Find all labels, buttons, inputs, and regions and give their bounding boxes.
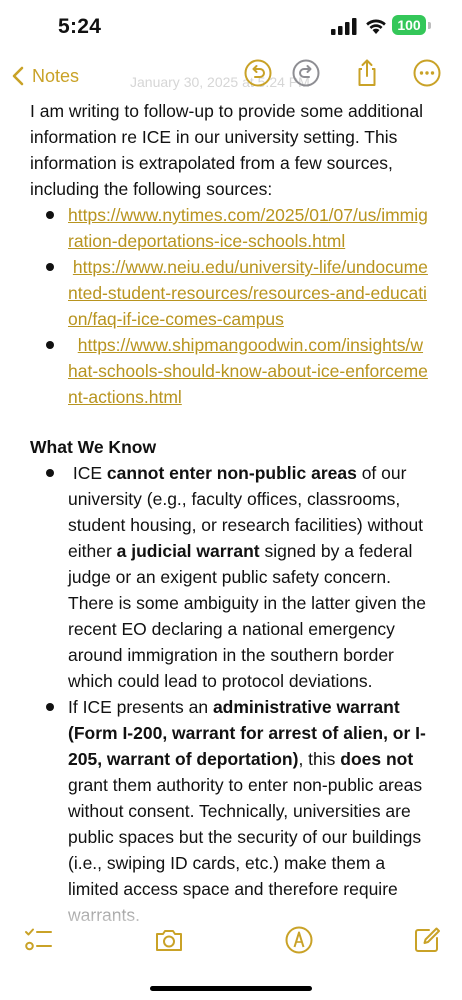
camera-button[interactable]: [154, 925, 184, 955]
list-item: [30, 332, 432, 410]
share-button[interactable]: [352, 58, 382, 88]
note-body[interactable]: [30, 98, 432, 928]
compose-icon: [412, 925, 442, 955]
markup-pen-icon: [284, 925, 314, 955]
camera-icon: [154, 925, 184, 955]
undo-icon: [243, 58, 273, 88]
list-item: [30, 694, 432, 928]
bold-text-run: does not: [340, 749, 414, 769]
more-icon: [412, 58, 442, 88]
key-points-list: [30, 460, 432, 928]
redo-icon: [291, 58, 321, 88]
source-link-shipmangoodwin[interactable]: https://www.shipmangoodwin.com/insights/what-schools-should-know-about-ice-enforcement-actions.html: [68, 335, 428, 407]
battery-indicator: 100: [392, 15, 426, 35]
back-button[interactable]: [10, 60, 79, 92]
checklist-icon: [24, 925, 54, 955]
battery-cap: [428, 22, 431, 29]
redo-button[interactable]: [291, 58, 321, 88]
wifi-icon: [364, 17, 388, 35]
text-run: grant them authority to enter non-public areas without consent. Technically, universities are public spaces but the security of our buildings (i.e., swiping ID cards, etc.) make them a limited access space and therefore require: [68, 775, 423, 899]
back-label: Notes: [32, 65, 80, 86]
blank-line: [30, 410, 432, 434]
status-bar: [0, 0, 462, 56]
text-run: , this: [298, 749, 341, 769]
compose-button[interactable]: [412, 925, 442, 955]
list-item: [30, 202, 432, 254]
chevron-left-icon: [10, 65, 26, 87]
more-button[interactable]: [412, 58, 442, 88]
list-item: [30, 460, 432, 694]
note-intro: I am writing to follow-up to provide some additional information re ICE in our university setting. This information is extrapolated from a few sources, including the following sources:: [30, 101, 423, 199]
cellular-signal-icon: [331, 18, 357, 35]
checklist-button[interactable]: [24, 925, 54, 955]
text-run: ICE: [72, 463, 107, 483]
source-link-nytimes[interactable]: https://www.nytimes.com/2025/01/07/us/immigration-deportations-ice-schools.html: [68, 205, 428, 251]
home-indicator: [150, 986, 312, 991]
text-run: If ICE presents an: [68, 697, 213, 717]
text-run: signed by a federal judge or an exigent public safety concern. There is some ambiguity in the latter given the recent EO declaring a national emergency around immigration in the southern border which could lead to protocol deviations.: [68, 541, 426, 691]
source-link-list: [30, 202, 432, 410]
markup-button[interactable]: [284, 925, 314, 955]
bold-text-run: cannot enter non-public areas: [106, 463, 357, 483]
bold-text-run: a judicial warrant: [116, 541, 260, 561]
text-run: of our university (e.g., faculty offices, classrooms, student housing, or research facilities) without either: [68, 463, 424, 561]
status-time: 5:24: [58, 15, 102, 38]
faded-note-date: January 30, 2025 at 5:24 PM: [130, 74, 310, 90]
undo-button[interactable]: [243, 58, 273, 88]
share-icon: [352, 58, 382, 88]
source-link-neiu[interactable]: https://www.neiu.edu/university-life/undocumented-student-resources/resources-and-education/faq-if-ice-comes-campus: [68, 257, 428, 329]
section-heading: What We Know: [30, 437, 157, 457]
list-item: [30, 254, 432, 332]
bold-text-run: administrative warrant (Form I-200, warrant for arrest of alien, or I-205, warrant of deportation): [68, 697, 426, 769]
nav-bar: [0, 56, 462, 96]
